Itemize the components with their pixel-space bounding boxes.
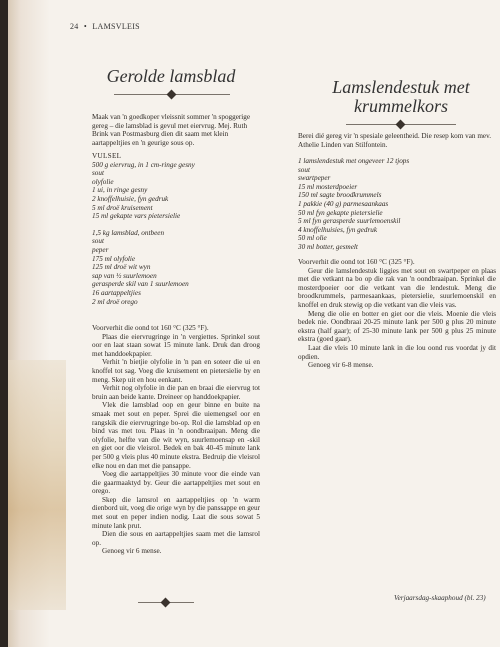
main-ingredient: 1,5 kg lamsblad, ontbeen: [92, 228, 165, 237]
method-step: Meng die olie en botter en giet oor die vleis. Moenie die vleis bedek nie. Oondbraai 20-25 minute lank per 500 g plus 20 minute ekstra (half gaar); of 25-30 minute lank per 500 g plus 25 minute ekstra (goed gaar).: [298, 309, 496, 344]
ingredient-item: 50 ml fyn gekapte pietersielie: [298, 208, 383, 217]
filling-header: VULSEL: [92, 152, 122, 160]
left-title-ornament: [167, 90, 177, 100]
right-ingredients: [298, 157, 494, 252]
ingredient-item: 150 ml sagte broodkrummels: [298, 191, 382, 200]
main-ingredient: peper: [92, 245, 109, 254]
main-ingredient: 125 ml droë wit wyn: [92, 263, 151, 272]
method-step: Verhit 'n bietjie olyfolie in 'n pan en soteer die ui en knoffel tot sag. Voeg die kruisement en pietersielie by en meng. Skep uit en hou eenkant.: [92, 358, 260, 384]
ingredient-item: sout: [298, 165, 310, 174]
ingredient-item: 5 ml fyn gerasperde suurlemoenskil: [298, 217, 401, 226]
method-step: Voorverhit die oond tot 160 °C (325 °F).: [298, 258, 415, 266]
page-number: 24: [70, 22, 79, 31]
filling-item: 500 g eiervrug, in 1 cm-ringe gesny: [92, 160, 195, 169]
ingredient-item: 1 pakkie (40 g) parmesaankaas: [298, 199, 389, 208]
ingredient-item: 1 lamslendestuk met ongeveer 12 tjops: [298, 157, 410, 165]
left-intro-text: Maak van 'n goedkoper vleissnit sommer 'n spoggerige gereg – die lamsblad is gevul met eiervrug. Mej. Ruth Brink van Postmasburg dien dit saam met klein aartappeltjies en 'n geurige sous op.: [92, 113, 251, 147]
facing-photo-edge: [8, 360, 66, 610]
method-step: Vlek die lamsblad oop en geur binne en buite na smaak met sout en peper. Sprei die uiemengsel oor en rangskik die eiervrugringe bo-op. Rol die lamsblad op en bind vas met tou. Plaas in 'n oondbraaipan. Meng die olyfolie, helfte van die wit wyn, suurlemoensap en -skil en giet oor die vleisrol. Bedek en bak 40-45 minute lank per 500 g vleis plus 40 minute ekstra. Bedruip die vleisrol elke nou en dan met die pansappe.: [92, 401, 260, 470]
method-step: Voeg die aartappeltjies 30 minute voor die einde van die gaarmaaktyd by. Geur die aartappeltjies met sout en orego.: [92, 470, 260, 496]
ingredient-item: swartpeper: [298, 174, 331, 183]
photo-caption: Verjaarsdag-skaaphoud (bl. 23): [394, 594, 486, 602]
main-ingredient: gerasperde skil van 1 suurlemoen: [92, 280, 189, 289]
left-method: [92, 324, 260, 556]
method-step: Geur die lamslendestuk liggies met sout en swartpeper en plaas met die vetkant na bo op die rak van 'n oondbraaipan. Sprinkel die mosterdpoeier oor die vetkant van die lendestuk. Meng die broodkrummels, parmesaankaas, pietersielie, suurlemoenskil en knoffel en druk stewig op die vetkant van die vleis vas.: [298, 266, 496, 309]
section-title: LAMSVLEIS: [92, 22, 140, 31]
main-ingredient: 16 aartappeltjies: [92, 288, 141, 297]
left-end-ornament: [161, 598, 171, 608]
method-step: Skep die lamsrol en aartappeltjies op 'n warm dienbord uit, voeg die orige wyn by die panssappe en geur met sout en peper indien nodig. Laat die sous sowat 5 minute lank prut.: [92, 495, 260, 530]
right-method: [298, 258, 496, 370]
filling-item: olyfolie: [92, 177, 114, 186]
main-ingredient: 175 ml olyfolie: [92, 254, 136, 263]
left-intro: [92, 113, 254, 147]
method-step: Plaas die eiervrugringe in 'n vergiettes. Sprinkel sout oor en laat staan sowat 15 minute lank. Druk dan droog met handdoekpapier.: [92, 332, 260, 358]
ingredient-item: 4 knoffelhuisies, fyn gedruk: [298, 225, 378, 234]
left-ingredients: [92, 152, 254, 306]
ingredient-item: 15 ml mosterdpoeier: [298, 182, 358, 191]
method-step: Genoeg vir 6 mense.: [102, 547, 162, 556]
method-step: Dien die sous en aartappeltjies saam met die lamsrol op.: [92, 530, 260, 547]
filling-item: 5 ml droë kruisement: [92, 203, 153, 212]
main-ingredient: sout: [92, 237, 104, 246]
method-step: Verhit nog olyfolie in die pan en braai die eiervrug tot bruin aan beide kante. Dreineer op handdoekpapier.: [92, 384, 260, 401]
main-ingredient: 2 ml droë orego: [92, 297, 138, 306]
running-header: [70, 22, 140, 31]
ingredient-item: 50 ml olie: [298, 234, 327, 243]
book-page: [8, 0, 500, 647]
main-ingredient: sap van ½ suurlemoen: [92, 271, 157, 280]
ingredient-item: 30 ml botter, gesmelt: [298, 242, 358, 251]
method-step: Laat die vleis 10 minute lank in die lou oond rus voordat jy dit opdien.: [298, 343, 496, 361]
right-recipe-title: Lamslendestuk met krummelkors: [332, 77, 470, 116]
right-intro-text: Berei dié gereg vir 'n spesiale geleentheid. Die resep kom van mev. Athelie Linden van Stilfontein.: [298, 132, 492, 149]
method-step: Voorverhit die oond tot 160 °C (325 °F).: [92, 324, 209, 332]
right-title-ornament: [396, 120, 406, 130]
filling-item: 2 knoffelhuisie, fyn gedruk: [92, 194, 169, 203]
filling-item: 15 ml gekapte vars pietersielie: [92, 212, 181, 221]
header-bullet: •: [83, 22, 88, 31]
right-intro: [298, 132, 494, 149]
filling-item: 1 ui, in ringe gesny: [92, 186, 148, 195]
method-step: Genoeg vir 6-8 mense.: [308, 361, 374, 370]
left-recipe-title: Gerolde lamsblad: [106, 66, 236, 86]
filling-item: sout: [92, 169, 104, 178]
